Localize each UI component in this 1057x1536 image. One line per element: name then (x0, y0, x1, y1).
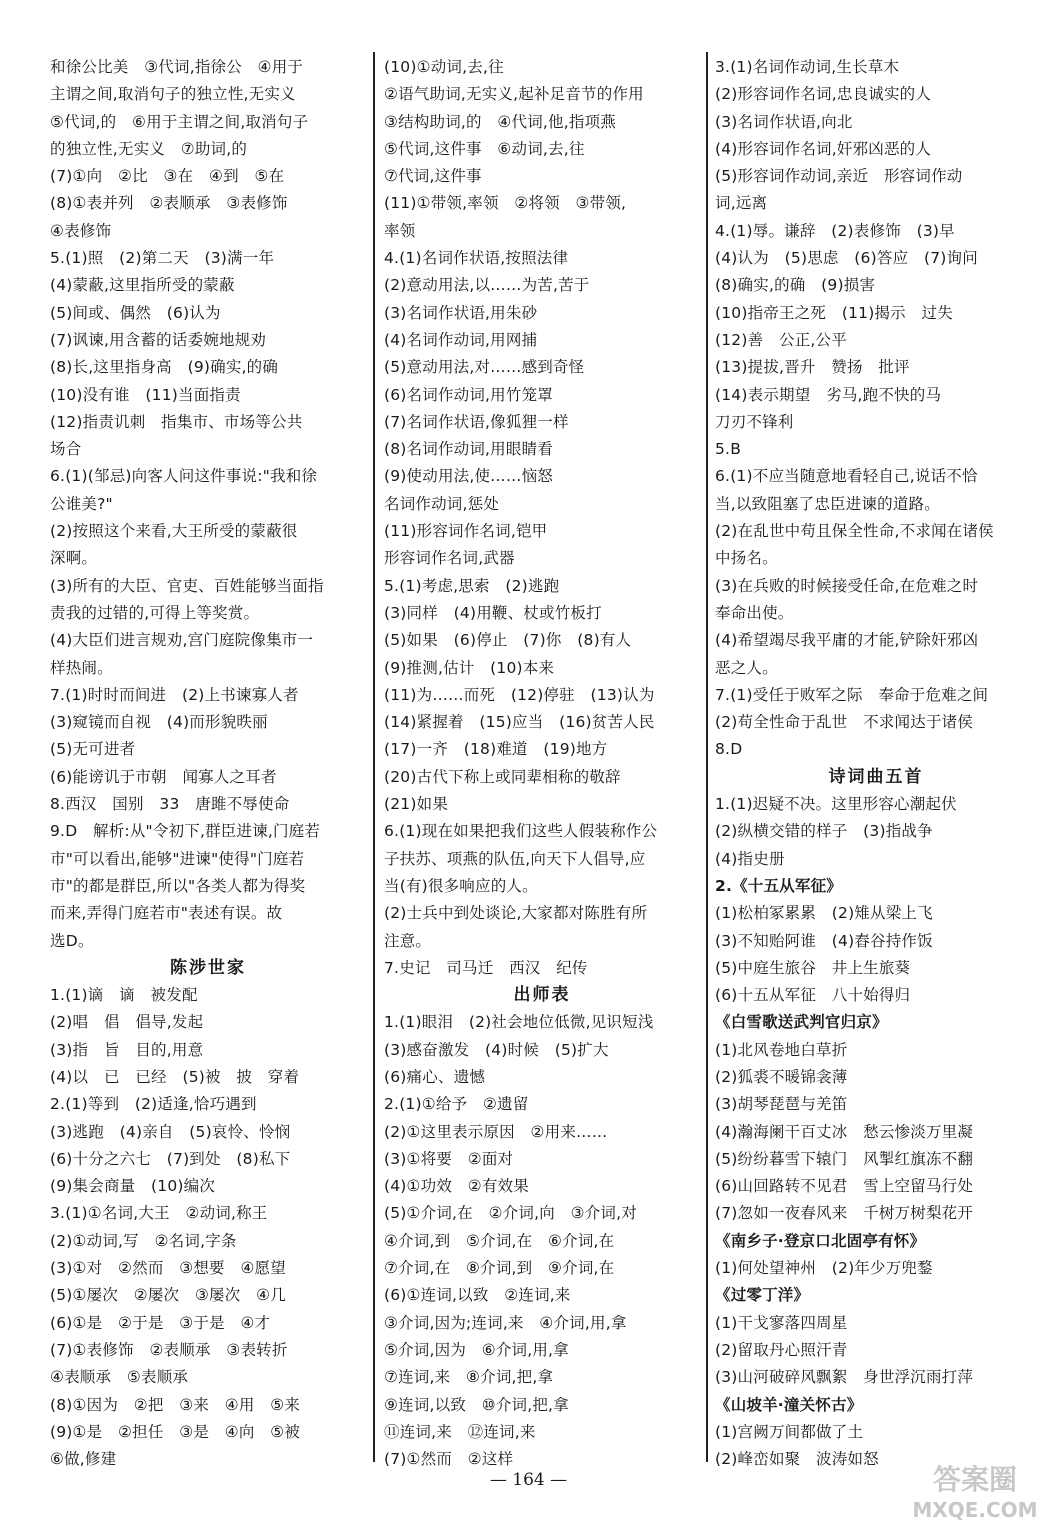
answer-line: 3.(1)名词作动词,生长草木 (715, 58, 900, 76)
answer-line: (3)在兵败的时候接受任命,在危难之时 (715, 576, 979, 595)
answer-line: 子扶苏、项燕的队伍,向天下人倡导,应 (384, 849, 646, 868)
answer-line: 责我的过错的,可得上等奖赏。 (50, 603, 260, 622)
answer-line: 当,以致阻塞了忠臣进谏的道路。 (715, 494, 940, 513)
answer-line: (5)如果 (6)停止 (7)你 (8)有人 (384, 631, 632, 650)
answer-line: 刀刃不锋利 (715, 412, 794, 431)
answer-line: (4)形容词作名词,奸邪凶恶的人 (715, 139, 932, 158)
answer-line: (2)在乱世中苟且保全性命,不求闻在诸侯 (715, 522, 994, 541)
poem-title: 《南乡子·登京口北固亭有怀》 (715, 1231, 926, 1250)
answer-line: (2)士兵中到处谈论,大家都对陈胜有所 (384, 904, 648, 923)
answer-line: 7.史记 司马迁 西汉 纪传 (384, 958, 588, 977)
answer-line: 8.D (715, 740, 743, 759)
answer-line: (21)如果 (384, 795, 449, 814)
answer-line: (8)①表并列 ②表顺承 ③表修饰 (50, 194, 288, 213)
answer-line: 市"可以看出,能够"进谏"使得"门庭若 (50, 849, 305, 868)
answer-line: (9)使动用法,使……恼怒 (384, 467, 553, 486)
answer-line: 7.(1)受任于败军之际 奉命于危难之间 (715, 685, 989, 704)
answer-line: (7)名词作状语,像狐狸一样 (384, 412, 569, 431)
answer-line: ⑤代词,的 ⑥用于主谓之间,取消句子 (50, 112, 309, 131)
answer-line: 名词作动词,惩处 (384, 494, 500, 513)
answer-line: (7)讽谏,用含蓄的话委婉地规劝 (50, 330, 267, 349)
answer-line: (2)意动用法,以……为苦,苦于 (384, 276, 590, 295)
answer-line: (5)意动用法,对……感到奇怪 (384, 358, 585, 377)
answer-line: (6)十分之六七 (7)到处 (8)私下 (50, 1149, 291, 1168)
answer-line: ⑤介词,因为 ⑥介词,用,拿 (384, 1340, 569, 1359)
answer-line: (11)①带领,率领 ②将领 ③带领, (384, 194, 627, 213)
answer-line: 5.(1)考虑,思索 (2)逃跑 (384, 576, 560, 595)
answer-line: ③介词,因为;连词,来 ④介词,用,拿 (384, 1313, 627, 1332)
answer-line: (7)忽如一夜春风来 千树万树梨花开 (715, 1204, 974, 1223)
answer-line: (8)①因为 ②把 ③来 ④用 ⑤来 (50, 1395, 301, 1414)
answer-line: ④表修饰 (50, 221, 112, 240)
answer-line: (1)北风卷地白草折 (715, 1040, 848, 1059)
answer-line: 词,远离 (715, 194, 768, 213)
answer-line: (2)按照这个来看,大王所受的蒙蔽很 (50, 522, 298, 541)
answer-line: 和徐公比美 ③代词,指徐公 ④用于 (50, 58, 304, 76)
answer-line: (6)名词作动词,用竹笼罩 (384, 385, 553, 404)
section-heading: 出师表 (513, 985, 571, 1006)
column-left (50, 54, 366, 1473)
answer-line: (11)形容词作名词,铠甲 (384, 522, 548, 541)
answer-line: (17)一齐 (18)难道 (19)地方 (384, 740, 608, 759)
answer-line: (3)名词作状语,用朱砂 (384, 303, 538, 322)
answer-line: (3)山河破碎风飘絮 身世浮沉雨打萍 (715, 1368, 974, 1387)
answer-line: 1.(1)谪 谪 被发配 (50, 986, 198, 1005)
answer-line: (3)不知贻阿谁 (4)舂谷持作饭 (715, 931, 933, 950)
answer-line: 注意。 (384, 931, 432, 950)
answer-line: (4)大臣们进言规劝,宫门庭院像集市一 (50, 631, 314, 650)
answer-line: (2)形容词作名词,忠良诚实的人 (715, 85, 932, 104)
answer-line: (12)指责讥刺 指集市、市场等公共 (50, 412, 303, 431)
answer-line: (20)古代下称上或同辈相称的敬辞 (384, 767, 621, 786)
answer-line: 率领 (384, 221, 416, 240)
column-divider (706, 52, 708, 1462)
answer-line: 当(有)很多响应的人。 (384, 876, 538, 895)
answer-line: (5)①介词,在 ②介词,向 ③介词,对 (384, 1204, 637, 1223)
answer-line: (2)留取丹心照汗青 (715, 1340, 848, 1359)
answer-line: (5)形容词作动词,亲近 形容词作动 (715, 167, 963, 186)
answer-line: 2.(1)等到 (2)适逢,恰巧遇到 (50, 1095, 257, 1114)
poem-title: 《过零丁洋》 (715, 1286, 810, 1305)
answer-line: (11)为……而死 (12)停驻 (13)认为 (384, 685, 655, 704)
answer-line: (4)指史册 (715, 849, 785, 868)
answer-line: ④表顺承 ⑤表顺承 (50, 1368, 189, 1387)
answer-line: 选D。 (50, 931, 94, 950)
answer-line: 4.(1)辱。谦辞 (2)表修饰 (3)早 (715, 221, 955, 240)
answer-line: (14)紧握着 (15)应当 (16)贫苦人民 (384, 713, 655, 732)
answer-line: (4)认为 (5)思虑 (6)答应 (7)询问 (715, 249, 978, 268)
answer-line: (6)山回路转不见君 雪上空留马行处 (715, 1177, 974, 1196)
answer-line: 7.(1)时时而间进 (2)上书谏寡人者 (50, 685, 299, 704)
answer-line: ⑦介词,在 ⑧介词,到 ⑨介词,在 (384, 1259, 615, 1278)
answer-line: (3)胡琴琵琶与羌笛 (715, 1095, 848, 1114)
answer-line: 公谁美?" (50, 494, 113, 513)
answer-line: 深啊。 (50, 549, 98, 568)
column-right (715, 54, 1037, 1473)
answer-line: (2)狐裘不暖锦衾薄 (715, 1067, 848, 1086)
answer-line: (6)①连词,以致 ②连词,来 (384, 1286, 571, 1305)
answer-line: (1)松柏冢累累 (2)雉从梁上飞 (715, 904, 933, 923)
answer-line: (4)以 已 已经 (5)被 披 穿着 (50, 1067, 300, 1086)
answer-line: (8)名词作动词,用眼睛看 (384, 440, 553, 459)
answer-line: (8)长,这里指身高 (9)确实,的确 (50, 358, 279, 377)
answer-line: (2)唱 倡 倡导,发起 (50, 1013, 204, 1032)
poem-title: 《山坡羊·潼关怀古》 (715, 1395, 863, 1414)
answer-line: (5)①屡次 ②屡次 ③屡次 ④几 (50, 1286, 286, 1305)
answer-line: (3)同样 (4)用鞭、杖或竹板打 (384, 603, 602, 622)
answer-line: 1.(1)迟疑不决。这里形容心潮起伏 (715, 795, 957, 814)
answer-line: ⑤代词,这件事 ⑥动词,去,往 (384, 139, 585, 158)
answer-line: ④介词,到 ⑤介词,在 ⑥介词,在 (384, 1231, 615, 1250)
answer-line: 5.B (715, 440, 742, 459)
poem-title: 2.《十五从军征》 (715, 876, 842, 895)
answer-line: (2)峰峦如聚 波涛如怒 (715, 1450, 879, 1469)
answer-line: ⑪连词,来 ⑫连词,来 (384, 1422, 536, 1441)
answer-line: 2.(1)①给予 ②遗留 (384, 1095, 529, 1114)
watermark-url: MXQE.COM (912, 1498, 1038, 1522)
answer-line: (7)①向 ②比 ③在 ④到 ⑤在 (50, 167, 285, 186)
answer-line: (6)痛心、遗憾 (384, 1067, 486, 1086)
answer-line: (4)希望竭尽我平庸的才能,铲除奸邪凶 (715, 631, 979, 650)
answer-line: (3)感奋激发 (4)时候 (5)扩大 (384, 1040, 609, 1059)
answer-line: (3)所有的大臣、官吏、百姓能够当面指 (50, 576, 324, 595)
answer-line: (10)指帝王之死 (11)揭示 过失 (715, 303, 953, 322)
answer-line: (7)①表修饰 ②表顺承 ③表转折 (50, 1340, 288, 1359)
answer-line: 6.(1)不应当随意地看轻自己,说话不恰 (715, 467, 978, 486)
answer-line: (3)①对 ②然而 ③想要 ④愿望 (50, 1259, 286, 1278)
answer-line: (4)名词作动词,用网捕 (384, 330, 538, 349)
column-divider (373, 52, 375, 1462)
answer-line: 主谓之间,取消句子的独立性,无实义 (50, 85, 296, 104)
answer-line: 的独立性,无实义 ⑦助词,的 (50, 139, 248, 158)
answer-line: ⑦代词,这件事 (384, 167, 482, 186)
watermark-logo (905, 1455, 1045, 1525)
answer-line: ⑦连词,来 ⑧介词,把,拿 (384, 1368, 554, 1387)
answer-line: 5.(1)照 (2)第二天 (3)满一年 (50, 249, 275, 268)
answer-line: (3)①将要 ②面对 (384, 1149, 514, 1168)
answer-line: ⑥做,修建 (50, 1450, 117, 1469)
answer-line: (5)纷纷暮雪下辕门 风掣红旗冻不翻 (715, 1149, 974, 1168)
answer-line: (1)干戈寥落四周星 (715, 1313, 848, 1332)
answer-line: 而来,弄得门庭若市"表述有误。故 (50, 904, 283, 923)
answer-line: (10)没有谁 (11)当面指责 (50, 385, 241, 404)
poem-title: 《白雪歌送武判官归京》 (715, 1013, 888, 1032)
watermark-title: 答案圈 (932, 1463, 1018, 1496)
answer-line: 3.(1)①名词,大王 ②动词,称王 (50, 1204, 268, 1223)
section-heading: 诗词曲五首 (828, 766, 924, 787)
answer-line: 1.(1)眼泪 (2)社会地位低微,见识短浅 (384, 1013, 654, 1032)
answer-line: (2)苟全性命于乱世 不求闻达于诸侯 (715, 713, 974, 732)
answer-line: ⑨连词,以致 ⑩介词,把,拿 (384, 1395, 569, 1414)
answer-line: 6.(1)现在如果把我们这些人假装称作公 (384, 822, 658, 841)
answer-line: 9.D 解析:从"令初下,群臣进谏,门庭若 (50, 822, 321, 841)
answer-line: (10)①动词,去,往 (384, 58, 504, 76)
answer-line: (6)①是 ②于是 ③于是 ④才 (50, 1313, 271, 1332)
section-heading: 陈涉世家 (170, 957, 246, 978)
column-middle (384, 54, 700, 1473)
answer-line: (3)窥镜而自视 (4)而形貌昳丽 (50, 713, 268, 732)
answer-line: (5)间或、偶然 (6)认为 (50, 303, 221, 322)
answer-line: (5)无可进者 (50, 740, 136, 759)
answer-line: (4)瀚海阑干百丈冰 愁云惨淡万里凝 (715, 1122, 974, 1141)
answer-line: (4)蒙蔽,这里指所受的蒙蔽 (50, 276, 235, 295)
answer-line: (1)宫阙万间都做了土 (715, 1422, 864, 1441)
answer-line: (9)集会商量 (10)编次 (50, 1177, 216, 1196)
answer-line: 奉命出使。 (715, 603, 794, 622)
answer-line: (2)①动词,写 ②名词,字条 (50, 1231, 237, 1250)
answer-line: (13)提拔,晋升 赞扬 批评 (715, 358, 910, 377)
answer-line: 6.(1)(邹忌)向客人问这件事说:"我和徐 (50, 467, 318, 486)
answer-line: (6)十五从军征 八十始得归 (715, 986, 911, 1005)
answer-line: ②语气助词,无实义,起补足音节的作用 (384, 85, 644, 104)
answer-line: (9)①是 ②担任 ③是 ④向 ⑤被 (50, 1422, 301, 1441)
answer-line: (12)善 公正,公平 (715, 330, 847, 349)
answer-line: (5)中庭生旅谷 井上生旅葵 (715, 958, 911, 977)
answer-line: (14)表示期望 劣马,跑不快的马 (715, 385, 942, 404)
answer-line: (1)何处望神州 (2)年少万兜鍪 (715, 1259, 933, 1278)
answer-line: (3)逃跑 (4)亲自 (5)哀怜、怜悯 (50, 1122, 291, 1141)
answer-line: 8.西汉 国别 33 唐雎不辱使命 (50, 795, 290, 814)
answer-line: (7)①然而 ②这样 (384, 1450, 514, 1469)
answer-line: (2)①这里表示原因 ②用来…… (384, 1122, 608, 1141)
answer-line: (8)确实,的确 (9)损害 (715, 276, 876, 295)
answer-line: 市"的都是群臣,所以"各类人都为得奖 (50, 876, 306, 895)
answer-line: 中扬名。 (715, 549, 778, 568)
answer-line: (4)①功效 ②有效果 (384, 1177, 529, 1196)
answer-line: 4.(1)名词作状语,按照法律 (384, 249, 569, 268)
answer-line: 场合 (50, 440, 82, 459)
answer-line: ③结构助词,的 ④代词,他,指项燕 (384, 112, 616, 131)
answer-line: (2)纵横交错的样子 (3)指战争 (715, 822, 933, 841)
page-number: — 164 — (489, 1470, 568, 1490)
answer-line: (3)指 旨 目的,用意 (50, 1040, 204, 1059)
answer-line: 形容词作名词,武器 (384, 549, 515, 568)
answer-line: (6)能谤讥于市朝 闻寡人之耳者 (50, 767, 277, 786)
answer-line: 恶之人。 (715, 658, 778, 677)
answer-line: (3)名词作状语,向北 (715, 112, 853, 131)
answer-line: (9)推测,估计 (10)本来 (384, 658, 555, 677)
answer-line: 样热闹。 (50, 658, 113, 677)
